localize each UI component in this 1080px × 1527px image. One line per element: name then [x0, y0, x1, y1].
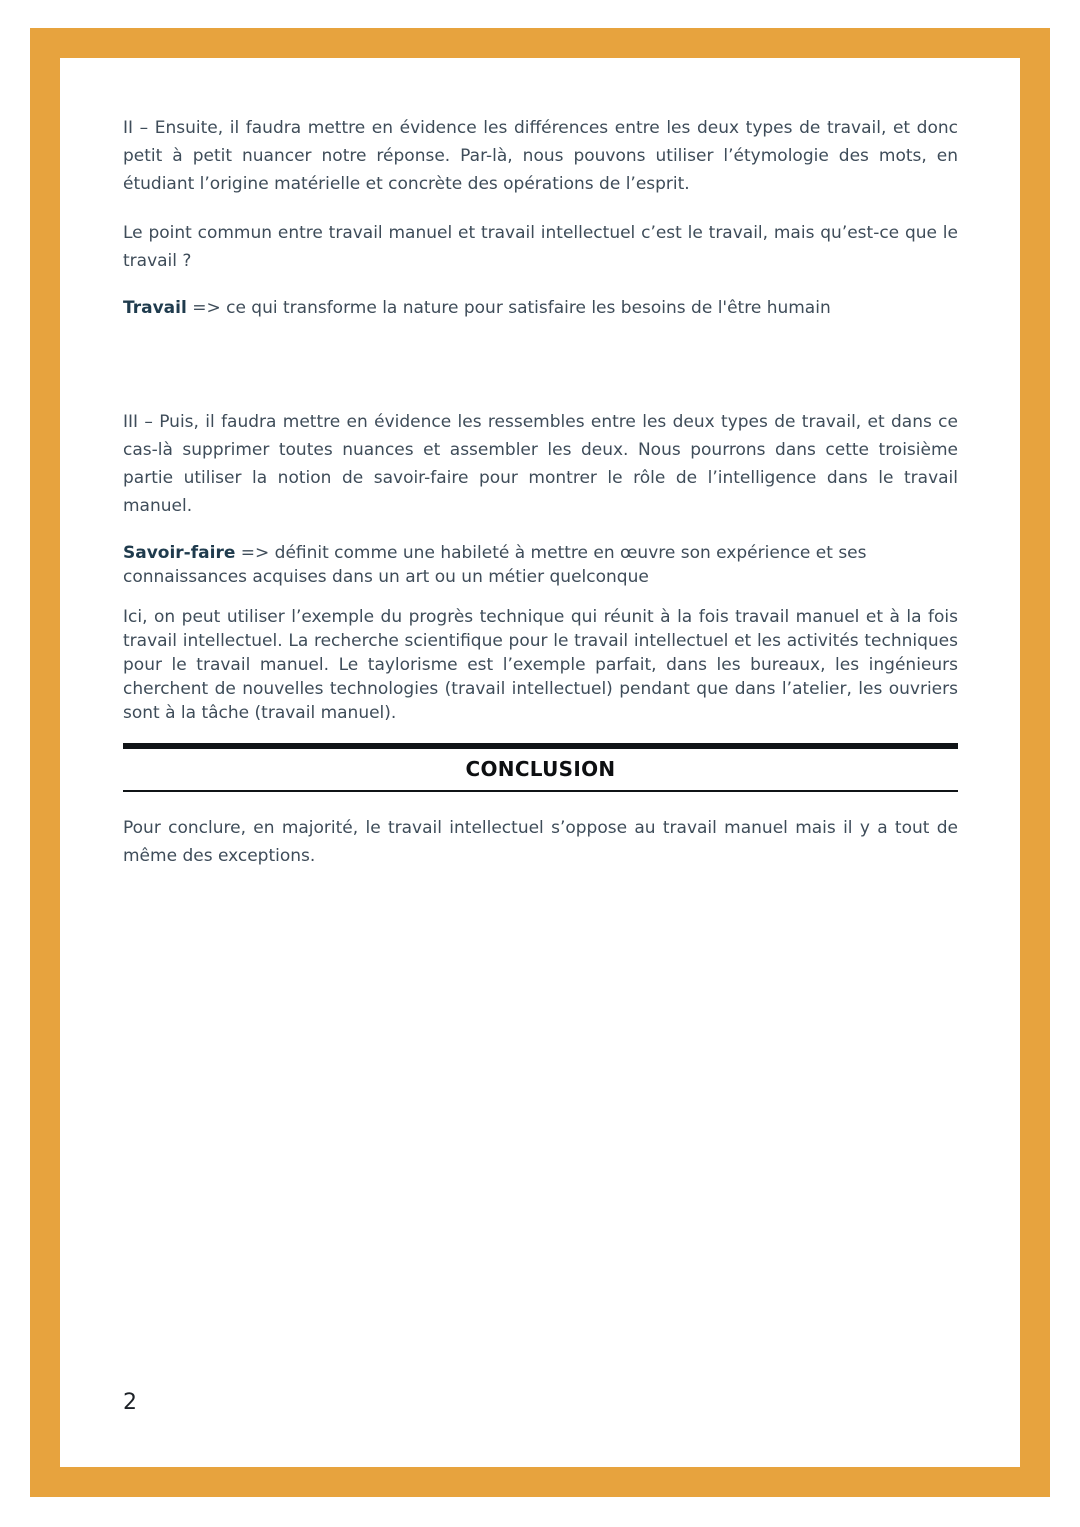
paragraph-example-taylorisme: Ici, on peut utiliser l’exemple du progrès technique qui réunit à la fois travail manuel et à la fois travail intellectuel. La recherche scientifique pour le travail intellectuel et les activités techniques pour le travail manuel. Le taylorisme est l’exemple parfait, dans les bureaux, les ingénieurs cherchent de nouvelles technologies (travail intellectuel) pendant que dans l’atelier, les ouvriers sont à la tâche (travail manuel). [123, 607, 958, 723]
page-border-frame [30, 28, 1050, 1497]
definition-travail-term: Travail [123, 298, 187, 318]
definition-savoir-faire-term: Savoir-faire [123, 543, 236, 563]
definition-travail [123, 296, 958, 320]
document-page [60, 58, 1020, 1467]
paragraph-conclusion: Pour conclure, en majorité, le travail intellectuel s’oppose au travail manuel mais il y a tout de même des exceptions. [123, 818, 958, 866]
paragraph-part-ii: II – Ensuite, il faudra mettre en évidence les différences entre les deux types de travail, et donc petit à petit nuancer notre réponse. Par-là, nous pouvons utiliser l’étymologie des mots, en étudiant l’origine matérielle et concrète des opérations de l’esprit. [123, 118, 958, 194]
paragraph-common-question: Le point commun entre travail manuel et travail intellectuel c’est le travail, mais qu’est-ce que le travail ? [123, 223, 958, 271]
paragraph-part-iii: III – Puis, il faudra mettre en évidence les ressembles entre les deux types de travail, et dans ce cas-là supprimer toutes nuances et assembler les deux. Nous pourrons dans cette troisième partie utiliser la notion de savoir-faire pour montrer le rôle de l’intelligence dans le travail manuel. [123, 412, 958, 516]
conclusion-heading: CONCLUSION [465, 757, 616, 781]
blank-spacer [123, 336, 958, 408]
conclusion-section-rule [123, 743, 958, 792]
page-number: 2 [123, 1390, 137, 1415]
definition-travail-text: => ce qui transforme la nature pour satisfaire les besoins de l'être humain [186, 298, 831, 318]
definition-savoir-faire-text: => définit comme une habileté à mettre en œuvre son expérience et ses connaissances acquises dans un art ou un métier quelconque [123, 543, 867, 587]
definition-savoir-faire [123, 541, 958, 589]
